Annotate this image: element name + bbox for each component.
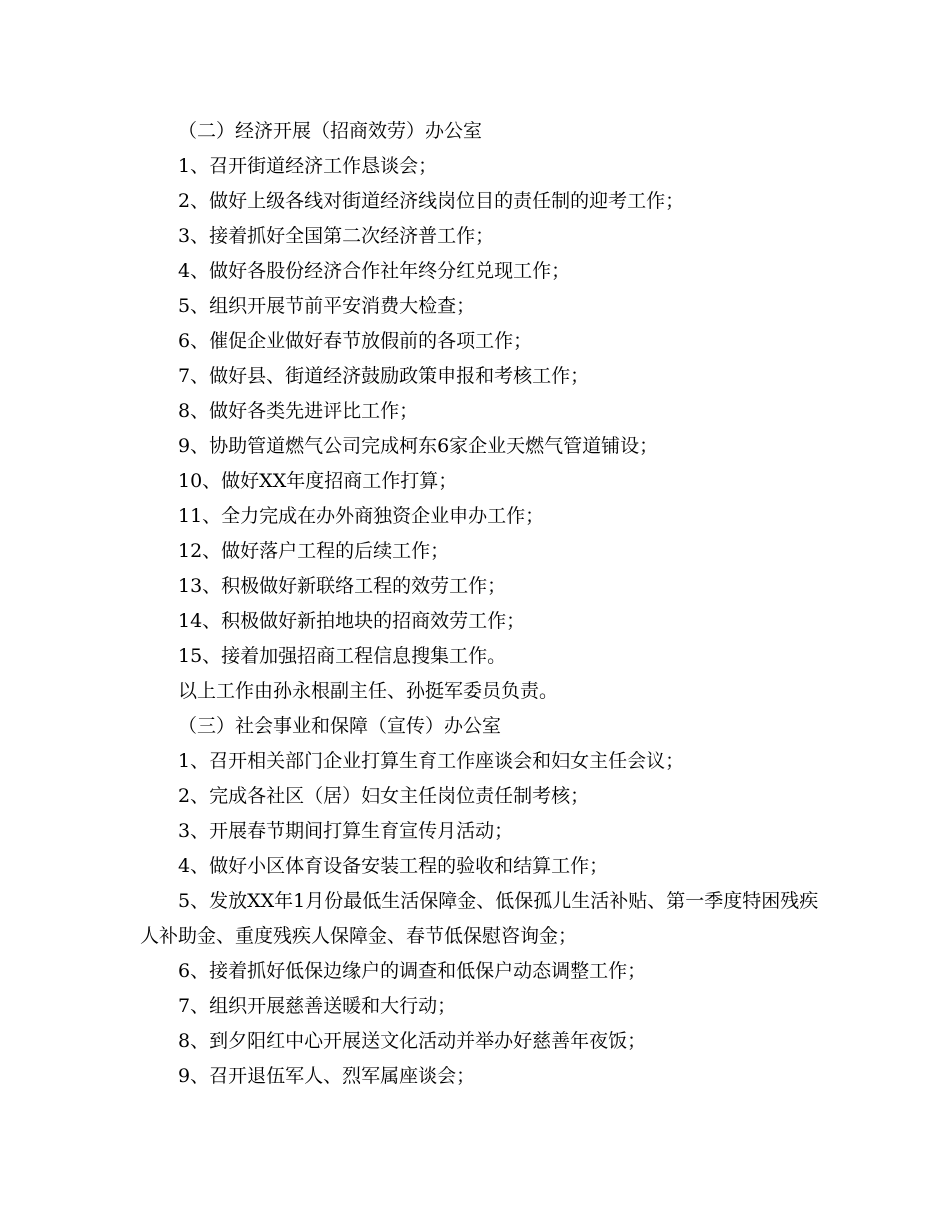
- list-item: 6、接着抓好低保边缘户的调查和低保户动态调整工作；: [178, 960, 647, 982]
- list-item: 13、积极做好新联络工程的效劳工作；: [178, 575, 507, 597]
- list-item: 6、催促企业做好春节放假前的各项工作；: [178, 330, 533, 352]
- list-item: 8、做好各类先进评比工作；: [178, 400, 419, 422]
- list-item: 7、做好县、街道经济鼓励政策申报和考核工作；: [178, 365, 590, 387]
- list-item: 1、召开街道经济工作恳谈会；: [178, 155, 438, 177]
- list-item: 12、做好落户工程的后续工作；: [178, 540, 450, 562]
- responsibility-note: 以上工作由孙永根副主任、孙挺军委员负责。: [178, 680, 559, 702]
- list-item: 5、发放XX年1月份最低生活保障金、低保孤儿生活补贴、第一季度特困残疾人补助金、重度残疾人保障金、春节低保慰咨询金；: [140, 890, 819, 947]
- list-item: 4、做好小区体育设备安装工程的验收和结算工作；: [178, 855, 609, 877]
- list-item: 15、接着加强招商工程信息搜集工作。: [178, 645, 507, 667]
- list-item: 9、召开退伍军人、烈军属座谈会；: [178, 1065, 476, 1087]
- list-item: 7、组织开展慈善送暖和大行动；: [178, 995, 457, 1017]
- list-item: 1、召开相关部门企业打算生育工作座谈会和妇女主任会议；: [178, 750, 685, 772]
- list-item: 5、组织开展节前平安消费大检查；: [178, 295, 476, 317]
- list-item: 11、全力完成在办外商独资企业申办工作；: [178, 505, 545, 527]
- list-item: 8、到夕阳红中心开展送文化活动并举办好慈善年夜饭；: [178, 1030, 647, 1052]
- section-heading: （二）经济开展（招商效劳）办公室: [178, 120, 483, 142]
- list-item: 10、做好XX年度招商工作打算；: [178, 470, 458, 492]
- list-item: 2、做好上级各线对街道经济线岗位目的责任制的迎考工作；: [178, 190, 685, 212]
- document-body: [140, 114, 820, 1094]
- list-item: 2、完成各社区（居）妇女主任岗位责任制考核；: [178, 785, 590, 807]
- list-item: 4、做好各股份经济合作社年终分红兑现工作；: [178, 260, 571, 282]
- list-item: 14、积极做好新拍地块的招商效劳工作；: [178, 610, 526, 632]
- list-item: 9、协助管道燃气公司完成柯东6家企业天燃气管道铺设；: [178, 435, 659, 457]
- list-item: 3、接着抓好全国第二次经济普工作；: [178, 225, 495, 247]
- section-heading: （三）社会事业和保障（宣传）办公室: [178, 715, 502, 737]
- list-item: 3、开展春节期间打算生育宣传月活动；: [178, 820, 514, 842]
